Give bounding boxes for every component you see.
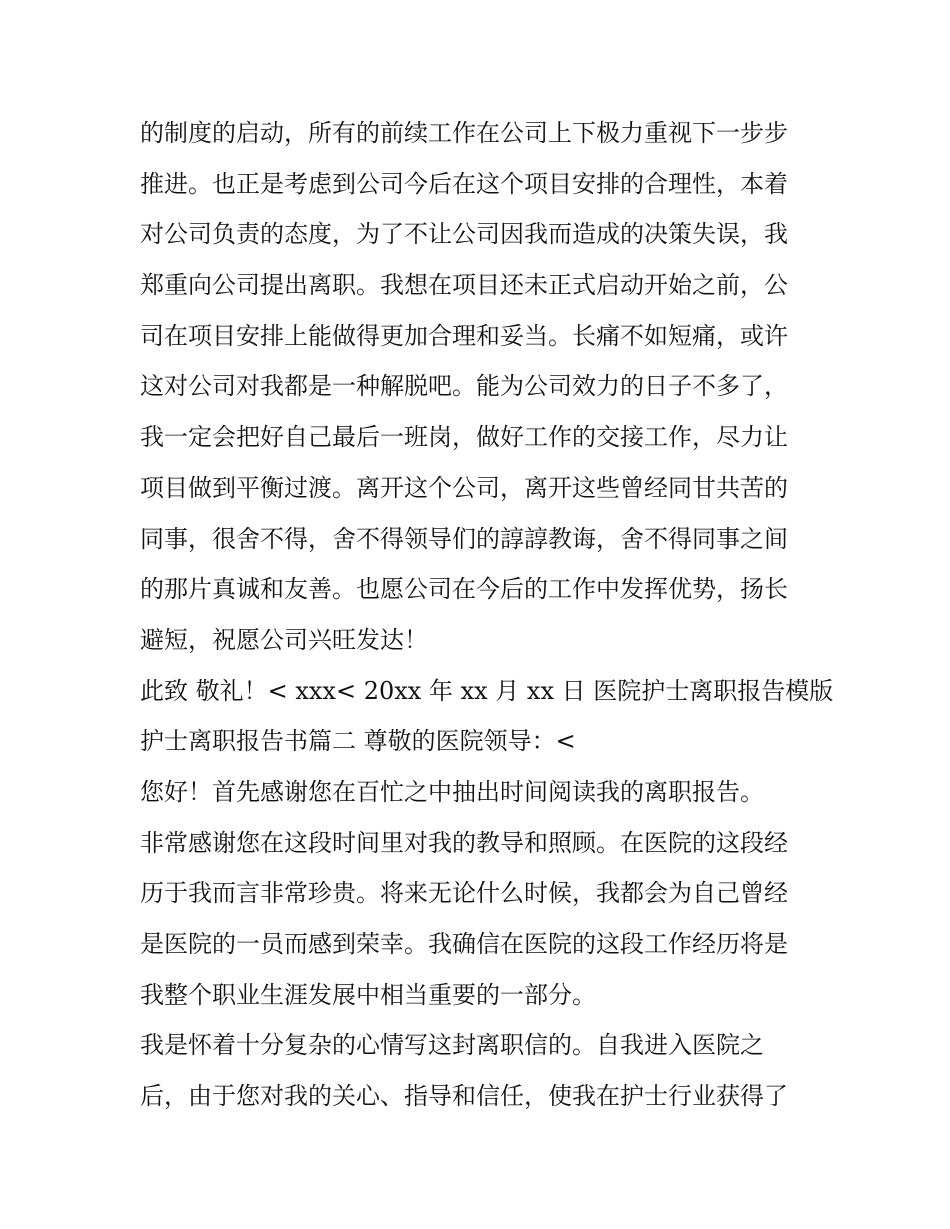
text-line: 的那片真诚和友善。也愿公司在今后的工作中发挥优势，扬长 xyxy=(140,575,788,604)
text-line: 项目做到平衡过渡。离开这个公司，离开这些曾经同甘共苦的 xyxy=(140,473,788,502)
text-line: 的制度的启动，所有的前续工作在公司上下极力重视下一步步 xyxy=(140,119,788,147)
paragraph-gratitude xyxy=(140,818,820,1021)
text-line: 这对公司对我都是一种解脱吧。能为公司效力的日子不多了， xyxy=(140,372,788,401)
text-line: 护士离职报告书篇二 尊敬的医院领导：< xyxy=(140,727,576,756)
text-line: 是医院的一员而感到荣幸。我确信在医院的这段工作经历将是 xyxy=(140,930,788,958)
text-line: 郑重向公司提出离职。我想在项目还未正式启动开始之前，公 xyxy=(140,271,788,300)
paragraph-feelings xyxy=(140,1020,820,1121)
text-line: 避短，祝愿公司兴旺发达！ xyxy=(140,625,428,654)
text-line: 后，由于您对我的关心、指导和信任，使我在护士行业获得了 xyxy=(140,1082,788,1111)
text-line: 此致 敬礼！< xxx< 20xx 年 xx 月 xx 日 医院护士离职报告模版 xyxy=(140,676,834,705)
text-line: 非常感谢您在这段时间里对我的教导和照顾。在医院的这段经 xyxy=(140,828,788,857)
document-body xyxy=(140,108,834,1122)
text-line: 我一定会把好自己最后一班岗，做好工作的交接工作，尽力让 xyxy=(140,423,788,452)
text-line: 同事，很舍不得，舍不得领导们的諄諄教诲，舍不得同事之间 xyxy=(140,524,788,553)
text-line: 您好！首先感谢您在百忙之中抽出时间阅读我的离职报告。 xyxy=(140,777,764,806)
text-line: 我是怀着十分复杂的心情写这封离职信的。自我进入医院之 xyxy=(140,1031,764,1060)
paragraph-resignation-project xyxy=(140,108,820,666)
paragraph-closing-and-heading xyxy=(140,666,834,767)
text-line: 对公司负责的态度，为了不让公司因我而造成的决策失误，我 xyxy=(140,220,788,249)
text-line: 历于我而言非常珍贵。将来无论什么时候，我都会为自己曾经 xyxy=(140,879,788,908)
text-line: 我整个职业生涯发展中相当重要的一部分。 xyxy=(140,980,596,1009)
text-line: 推进。也正是考虑到公司今后在这个项目安排的合理性，本着 xyxy=(140,169,788,198)
text-line: 司在项目安排上能做得更加合理和妥当。长痛不如短痛，或许 xyxy=(140,321,788,350)
paragraph-greeting xyxy=(140,767,820,818)
